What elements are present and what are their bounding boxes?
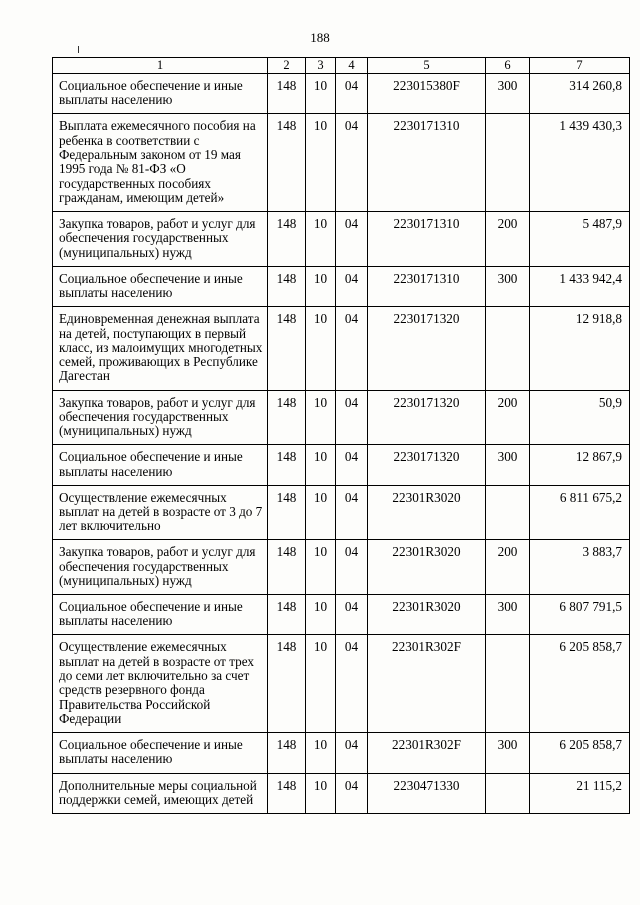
row-expense-type — [486, 485, 530, 540]
row-target-code: 22301R3020 — [368, 540, 486, 595]
row-subsection: 04 — [336, 266, 368, 306]
row-chapter: 148 — [268, 594, 306, 634]
table-row — [53, 485, 630, 540]
row-description: Выплата ежемесячного пособия на ребенка в соответствии с Федеральным законом от 19 мая 1995 года № 81-ФЗ «О государственных пособиях гражданам, имеющим детей» — [53, 114, 268, 212]
row-subsection: 04 — [336, 773, 368, 813]
row-subsection: 04 — [336, 307, 368, 390]
row-subsection: 04 — [336, 733, 368, 773]
row-amount: 1 439 430,3 — [530, 114, 630, 212]
row-amount: 1 433 942,4 — [530, 266, 630, 306]
row-section: 10 — [306, 485, 336, 540]
row-amount: 12 867,9 — [530, 445, 630, 485]
row-description: Осуществление ежемесячных выплат на детей в возрасте от 3 до 7 лет включительно — [53, 485, 268, 540]
row-expense-type — [486, 307, 530, 390]
row-section: 10 — [306, 540, 336, 595]
row-subsection: 04 — [336, 540, 368, 595]
row-section: 10 — [306, 212, 336, 267]
row-description: Закупка товаров, работ и услуг для обеспечения государственных (муниципальных) нужд — [53, 212, 268, 267]
row-target-code: 2230171320 — [368, 445, 486, 485]
column-header: 1 — [53, 58, 268, 74]
row-amount: 12 918,8 — [530, 307, 630, 390]
column-header: 4 — [336, 58, 368, 74]
margin-tick-mark — [78, 46, 79, 53]
row-description: Социальное обеспечение и иные выплаты населению — [53, 266, 268, 306]
row-description: Социальное обеспечение и иные выплаты населению — [53, 733, 268, 773]
budget-table — [52, 57, 630, 814]
column-header: 3 — [306, 58, 336, 74]
row-chapter: 148 — [268, 485, 306, 540]
row-chapter: 148 — [268, 540, 306, 595]
row-section: 10 — [306, 266, 336, 306]
table-row — [53, 307, 630, 390]
row-amount: 6 205 858,7 — [530, 733, 630, 773]
table-row — [53, 390, 630, 445]
row-description: Осуществление ежемесячных выплат на детей в возрасте от трех до семи лет включительно за счет средств резервного фонда Правительства Российской Федерации — [53, 635, 268, 733]
row-amount: 6 205 858,7 — [530, 635, 630, 733]
column-header: 7 — [530, 58, 630, 74]
row-chapter: 148 — [268, 212, 306, 267]
row-expense-type: 300 — [486, 733, 530, 773]
row-amount: 3 883,7 — [530, 540, 630, 595]
row-expense-type: 300 — [486, 594, 530, 634]
row-amount: 6 811 675,2 — [530, 485, 630, 540]
row-chapter: 148 — [268, 114, 306, 212]
column-header: 2 — [268, 58, 306, 74]
row-section: 10 — [306, 445, 336, 485]
row-expense-type — [486, 114, 530, 212]
row-target-code: 22301R3020 — [368, 594, 486, 634]
table-row — [53, 635, 630, 733]
row-section: 10 — [306, 733, 336, 773]
row-amount: 21 115,2 — [530, 773, 630, 813]
row-chapter: 148 — [268, 266, 306, 306]
row-amount: 314 260,8 — [530, 74, 630, 114]
row-subsection: 04 — [336, 74, 368, 114]
row-chapter: 148 — [268, 74, 306, 114]
row-description: Социальное обеспечение и иные выплаты населению — [53, 445, 268, 485]
row-expense-type: 200 — [486, 540, 530, 595]
row-subsection: 04 — [336, 594, 368, 634]
row-subsection: 04 — [336, 635, 368, 733]
row-target-code: 22301R3020 — [368, 485, 486, 540]
row-target-code: 223015380F — [368, 74, 486, 114]
row-target-code: 22301R302F — [368, 635, 486, 733]
row-chapter: 148 — [268, 390, 306, 445]
row-description: Социальное обеспечение и иные выплаты населению — [53, 74, 268, 114]
row-subsection: 04 — [336, 445, 368, 485]
table-row — [53, 733, 630, 773]
row-target-code: 2230171320 — [368, 307, 486, 390]
row-subsection: 04 — [336, 212, 368, 267]
row-section: 10 — [306, 390, 336, 445]
table-header-row — [53, 58, 630, 74]
row-description: Дополнительные меры социальной поддержки семей, имеющих детей — [53, 773, 268, 813]
table-row — [53, 212, 630, 267]
row-section: 10 — [306, 307, 336, 390]
row-description: Единовременная денежная выплата на детей, поступающих в первый класс, из малоимущих многодетных семей, проживающих в Республике Дагестан — [53, 307, 268, 390]
row-description: Закупка товаров, работ и услуг для обеспечения государственных (муниципальных) нужд — [53, 390, 268, 445]
row-target-code: 2230171310 — [368, 212, 486, 267]
row-chapter: 148 — [268, 445, 306, 485]
row-subsection: 04 — [336, 485, 368, 540]
row-chapter: 148 — [268, 733, 306, 773]
page-number: 188 — [310, 30, 330, 45]
budget-table-container — [52, 57, 622, 814]
row-description: Социальное обеспечение и иные выплаты населению — [53, 594, 268, 634]
row-section: 10 — [306, 635, 336, 733]
row-section: 10 — [306, 74, 336, 114]
column-header: 5 — [368, 58, 486, 74]
row-expense-type: 300 — [486, 445, 530, 485]
row-amount: 6 807 791,5 — [530, 594, 630, 634]
row-expense-type: 300 — [486, 74, 530, 114]
row-section: 10 — [306, 114, 336, 212]
table-row — [53, 594, 630, 634]
row-expense-type: 200 — [486, 212, 530, 267]
row-subsection: 04 — [336, 114, 368, 212]
row-target-code: 2230171310 — [368, 266, 486, 306]
row-amount: 50,9 — [530, 390, 630, 445]
row-target-code: 22301R302F — [368, 733, 486, 773]
row-expense-type — [486, 635, 530, 733]
row-chapter: 148 — [268, 307, 306, 390]
row-expense-type: 200 — [486, 390, 530, 445]
row-chapter: 148 — [268, 635, 306, 733]
row-target-code: 2230171310 — [368, 114, 486, 212]
row-section: 10 — [306, 773, 336, 813]
row-description: Закупка товаров, работ и услуг для обеспечения государственных (муниципальных) нужд — [53, 540, 268, 595]
row-expense-type: 300 — [486, 266, 530, 306]
row-subsection: 04 — [336, 390, 368, 445]
row-target-code: 2230171320 — [368, 390, 486, 445]
table-row — [53, 540, 630, 595]
row-target-code: 2230471330 — [368, 773, 486, 813]
row-expense-type — [486, 773, 530, 813]
row-amount: 5 487,9 — [530, 212, 630, 267]
table-row — [53, 74, 630, 114]
table-row — [53, 266, 630, 306]
row-section: 10 — [306, 594, 336, 634]
table-row — [53, 114, 630, 212]
row-chapter: 148 — [268, 773, 306, 813]
table-row — [53, 773, 630, 813]
column-header: 6 — [486, 58, 530, 74]
table-row — [53, 445, 630, 485]
